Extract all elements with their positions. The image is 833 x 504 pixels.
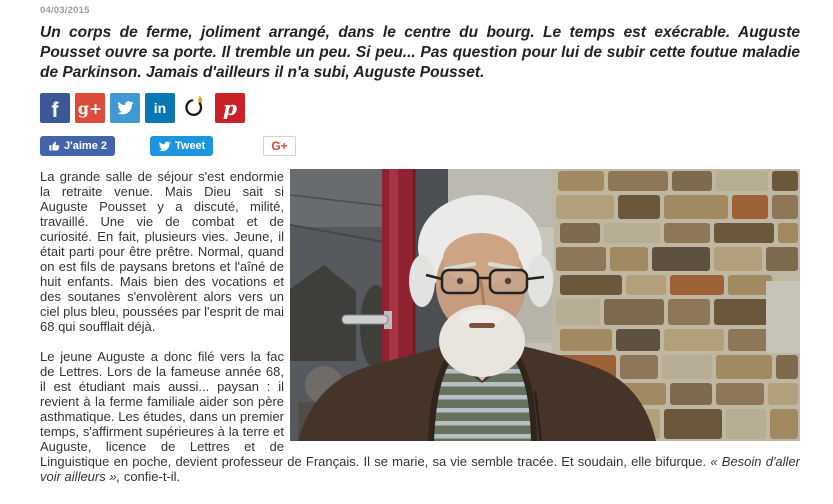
viadeo-share-icon[interactable]: [180, 93, 210, 123]
google-plus-button[interactable]: [263, 136, 295, 156]
pinterest-share-icon[interactable]: [215, 93, 245, 123]
linkedin-in-glyph: in: [153, 100, 167, 116]
thumbs-up-icon: [48, 140, 60, 152]
tweet-button[interactable]: [150, 136, 213, 156]
article-photo: [290, 169, 800, 441]
paragraph-2-text: Le jeune Auguste a donc filé vers la fac de Lettres. Lors de la fameuse année 68, il est étudiant mais aussi... paysan : il revient à la ferme familiale aider son père asthmatique. Les études, dans un premier temps, s'affirment supérieures à la terre et Auguste, licence de Lettres et de Linguistique en poche, devient professeur de Français. Il se marie, sa vie semble tracée. Et soudain, elle bifurque.: [40, 349, 711, 469]
viadeo-logo-icon: [180, 93, 210, 123]
twitter-bird-icon: [116, 99, 134, 117]
photo-illustration: [290, 169, 800, 441]
article-intro: Un corps de ferme, joliment arrangé, dans le centre du bourg. Le temps est exécrable. Auguste Pousset ouvre sa porte. Il tremble un peu. Si peu... Pas question pour lui de subir cette foutue maladie de Parkinson. Jamais d'ailleurs il n'a subi, Auguste Pousset.: [40, 24, 800, 81]
twitter-bird-icon: [158, 140, 171, 153]
twitter-share-icon[interactable]: [110, 93, 140, 123]
pinterest-p-glyph: p: [223, 96, 237, 120]
paragraph-2-tail: confie-t-il.: [120, 469, 181, 484]
google-plus-share-icon[interactable]: [75, 93, 105, 123]
linkedin-share-icon[interactable]: [145, 93, 175, 123]
facebook-share-icon[interactable]: [40, 93, 70, 123]
share-buttons-row: [40, 136, 800, 156]
tweet-button-label: Tweet: [174, 140, 206, 152]
gplus-button-label: G+: [271, 139, 288, 153]
google-plus-glyph: g+: [77, 98, 103, 118]
facebook-f-glyph: f: [51, 98, 59, 122]
article-paragraph-1: La grande salle de séjour s'est endormie la retraite venue. Mais Dieu sait si Auguste Pousset y a discuté, milité, travaillé. Une vie de combat et de curiosité. En fait, plusieurs vies. Jeune, il était parti pour être prêtre. Normal, quand on est fils de paysans bretons et l'aîné de huit enfants. Mais bien des vocations et des soutanes s'envolèrent alors vers un ciel plus bleu, poussées par l'esprit de mai 68 qui soufflait déjà.: [40, 169, 284, 334]
facebook-like-button[interactable]: [40, 136, 115, 156]
article-date: 04/03/2015: [40, 5, 90, 16]
article-body: [40, 169, 800, 499]
like-button-label: J'aime 2: [64, 140, 107, 152]
paragraph-2-quote: « Besoin d'aller voir ailleurs »,: [40, 454, 800, 484]
share-bar: [40, 93, 800, 123]
